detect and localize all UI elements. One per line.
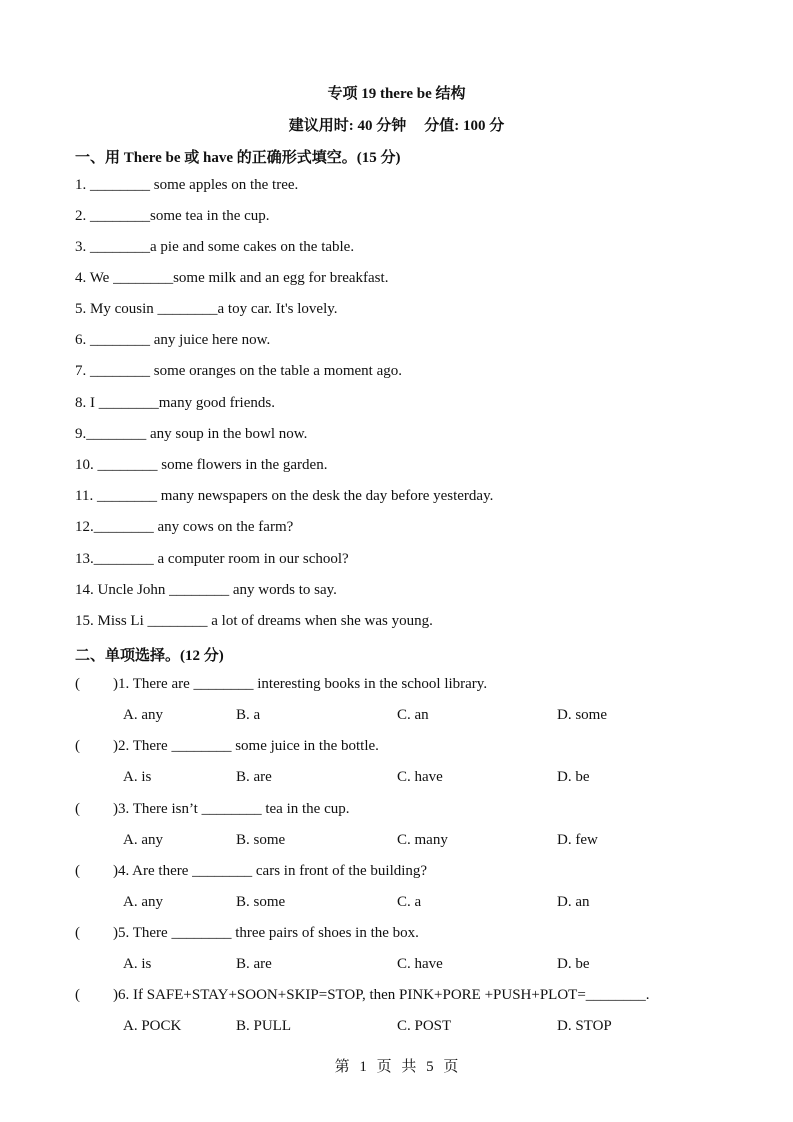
mc-question — [75, 801, 349, 818]
option-c: C. have — [397, 956, 443, 972]
question-stem: )6. If SAFE+STAY+SOON+SKIP=STOP, then PINK+PORE +PUSH+PLOT=________. — [113, 987, 650, 1003]
option-d: D. some — [557, 707, 607, 723]
mc-question — [75, 925, 419, 942]
question-stem: )4. Are there ________ cars in front of the building? — [113, 863, 428, 879]
fill-item: 15. Miss Li ________ a lot of dreams when she was young. — [75, 613, 433, 629]
mc-question — [75, 863, 427, 880]
question-stem: )2. There ________ some juice in the bottle. — [113, 738, 379, 754]
option-b: B. are — [236, 769, 272, 785]
question-stem: )1. There are ________ interesting books in the school library. — [113, 676, 488, 692]
option-d: D. be — [557, 956, 590, 972]
fill-item: 6. ________ any juice here now. — [75, 332, 271, 348]
option-c: C. an — [397, 707, 429, 723]
score-label: 分值: 100 分 — [424, 118, 505, 134]
mc-question — [75, 738, 379, 755]
fill-item: 3. ________a pie and some cakes on the table. — [75, 239, 355, 255]
fill-item: 10. ________ some flowers in the garden. — [75, 457, 328, 473]
option-d: D. an — [557, 894, 590, 910]
option-b: B. PULL — [236, 1018, 292, 1034]
option-a: A. POCK — [123, 1018, 182, 1034]
option-a: A. is — [123, 769, 152, 785]
section1-heading: 一、用 There be 或 have 的正确形式填空。(15 分) — [75, 150, 401, 166]
option-a: A. any — [123, 707, 163, 723]
fill-item: 14. Uncle John ________ any words to say. — [75, 582, 337, 598]
fill-item: 13.________ a computer room in our school? — [75, 551, 349, 567]
fill-item: 5. My cousin ________a toy car. It's lovely. — [75, 301, 338, 317]
option-d: D. be — [557, 769, 590, 785]
option-c: C. have — [397, 769, 443, 785]
answer-paren[interactable]: ( — [75, 801, 80, 817]
option-d: D. STOP — [557, 1018, 612, 1034]
option-c: C. many — [397, 832, 448, 848]
fill-item: 12.________ any cows on the farm? — [75, 519, 294, 535]
fill-item: 4. We ________some milk and an egg for breakfast. — [75, 270, 389, 286]
mc-question — [75, 987, 650, 1004]
question-stem: )5. There ________ three pairs of shoes in the box. — [113, 925, 419, 941]
fill-item: 2. ________some tea in the cup. — [75, 208, 270, 224]
option-b: B. some — [236, 894, 286, 910]
option-d: D. few — [557, 832, 598, 848]
page-title: 专项 19 there be 结构 — [327, 86, 466, 102]
fill-item: 8. I ________many good friends. — [75, 395, 275, 411]
answer-paren[interactable]: ( — [75, 987, 80, 1003]
answer-paren[interactable]: ( — [75, 738, 80, 754]
page-footer: 第 1 页 共 5 页 — [334, 1059, 459, 1075]
option-c: C. POST — [397, 1018, 452, 1034]
fill-item: 9.________ any soup in the bowl now. — [75, 426, 308, 442]
fill-item: 11. ________ many newspapers on the desk the day before yesterday. — [75, 488, 494, 504]
option-b: B. some — [236, 832, 286, 848]
mc-question — [75, 676, 487, 693]
time-label: 建议用时: 40 分钟 — [288, 118, 407, 134]
fill-item: 7. ________ some oranges on the table a moment ago. — [75, 363, 403, 379]
option-a: A. is — [123, 956, 152, 972]
option-a: A. any — [123, 832, 163, 848]
option-b: B. a — [236, 707, 261, 723]
answer-paren[interactable]: ( — [75, 676, 80, 692]
option-b: B. are — [236, 956, 272, 972]
page-subtitle — [0, 114, 793, 135]
question-stem: )3. There isn’t ________ tea in the cup. — [113, 801, 350, 817]
fill-item: 1. ________ some apples on the tree. — [75, 177, 299, 193]
option-a: A. any — [123, 894, 163, 910]
section2-heading: 二、单项选择。(12 分) — [75, 648, 224, 664]
answer-paren[interactable]: ( — [75, 863, 80, 879]
option-c: C. a — [397, 894, 422, 910]
answer-paren[interactable]: ( — [75, 925, 80, 941]
